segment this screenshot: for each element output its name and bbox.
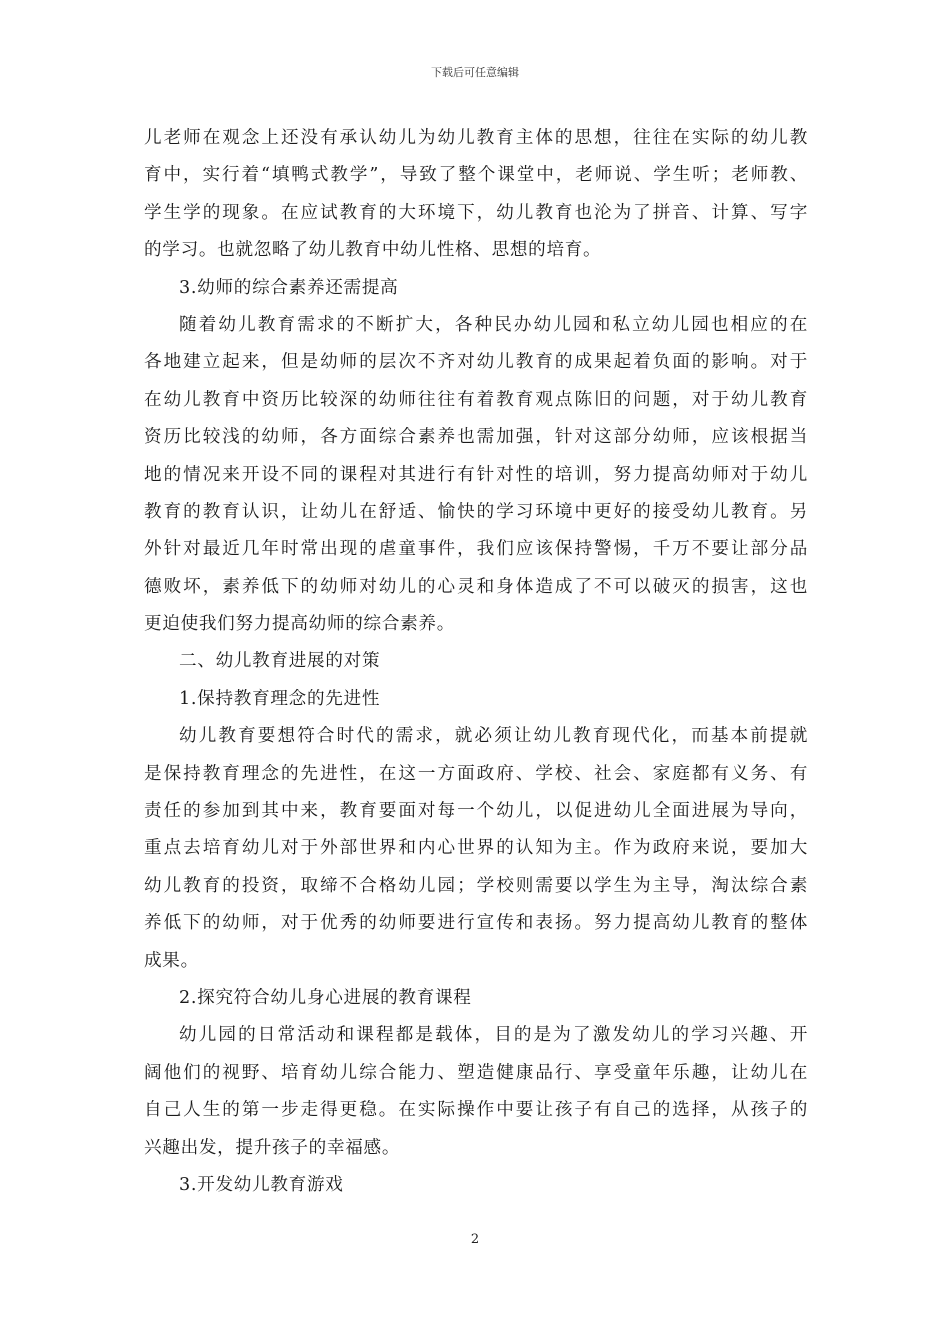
page-number: 2: [470, 1232, 480, 1247]
paragraph-line: 在幼儿教育中资历比较深的幼师往往有着教育观点陈旧的问题，对于幼儿教育: [144, 389, 808, 410]
paragraph-line: 的学习。也就忽略了幼儿教育中幼儿性格、思想的培育。: [144, 240, 602, 261]
paragraph-line: 儿老师在观念上还没有承认幼儿为幼儿教育主体的思想，往往在实际的幼儿教: [144, 128, 808, 148]
paragraph-line: 资历比较浅的幼师，各方面综合素养也需加强，针对这部分幼师，应该根据当: [144, 427, 808, 448]
paragraph-line: 更迫使我们努力提高幼师的综合素养。: [144, 614, 455, 635]
paragraph-line: 幼儿教育的投资，取缔不合格幼儿园；学校则需要以学生为主导，淘汰综合素: [144, 875, 808, 896]
paragraph-line: 外针对最近几年时常出现的虐童事件，我们应该保持警惕，千万不要让部分品: [144, 539, 808, 560]
paragraph-line: 各地建立起来，但是幼师的层次不齐对幼儿教育的成果起着负面的影响。对于: [144, 352, 808, 373]
paragraph-line: 成果。: [144, 950, 199, 971]
body-text: [144, 120, 808, 1204]
paragraph-line: 责任的参加到其中来，教育要面对每一个幼儿，以促进幼儿全面进展为导向，: [144, 801, 808, 822]
paragraph-line: 养低下的幼师，对于优秀的幼师要进行宣传和表扬。努力提高幼儿教育的整体: [144, 913, 808, 934]
paragraph-line: 地的情况来开设不同的课程对其进行有针对性的培训，努力提高幼师对于幼儿: [144, 464, 808, 485]
paragraph-line: 幼儿教育要想符合时代的需求，就必须让幼儿教育现代化，而基本前提就: [179, 726, 808, 747]
paragraph-line: 学生学的现象。在应试教育的大环境下，幼儿教育也沦为了拼音、计算、写字: [144, 202, 808, 223]
paragraph-line: 重点去培育幼儿对于外部世界和内心世界的认知为主。作为政府来说，要加大: [144, 838, 808, 859]
paragraph-line: 兴趣出发，提升孩子的幸福感。: [144, 1137, 401, 1158]
paragraph-line: 德败坏，素养低下的幼师对幼儿的心灵和身体造成了不可以破灭的损害，这也: [144, 576, 808, 597]
paragraph-line: 阔他们的视野、培育幼儿综合能力、塑造健康品行、享受童年乐趣，让幼儿在: [144, 1062, 808, 1083]
paragraph-line: 教育的教育认识，让幼儿在舒适、愉快的学习环境中更好的接受幼儿教育。另: [144, 501, 808, 522]
paragraph-line: 自己人生的第一步走得更稳。在实际操作中要让孩子有自己的选择，从孩子的: [144, 1100, 808, 1121]
page-header: 下载后可任意编辑: [431, 66, 519, 79]
section-heading: 2.探究符合幼儿身心进展的教育课程: [179, 987, 472, 1008]
paragraph-line: 育中，实行着“填鸭式教学”，导致了整个课堂中，老师说、学生听；老师教、: [144, 165, 808, 186]
paragraph-line: 是保持教育理念的先进性，在这一方面政府、学校、社会、家庭都有义务、有: [144, 763, 808, 784]
section-heading: 1.保持教育理念的先进性: [179, 688, 381, 709]
section-heading: 3.幼师的综合素养还需提高: [179, 277, 399, 298]
paragraph-line: 幼儿园的日常活动和课程都是载体，目的是为了激发幼儿的学习兴趣、开: [179, 1025, 808, 1046]
paragraph-line: 随着幼儿教育需求的不断扩大，各种民办幼儿园和私立幼儿园也相应的在: [179, 314, 808, 335]
section-heading: 3.开发幼儿教育游戏: [179, 1174, 344, 1195]
section-heading: 二、幼儿教育进展的对策: [179, 651, 381, 672]
